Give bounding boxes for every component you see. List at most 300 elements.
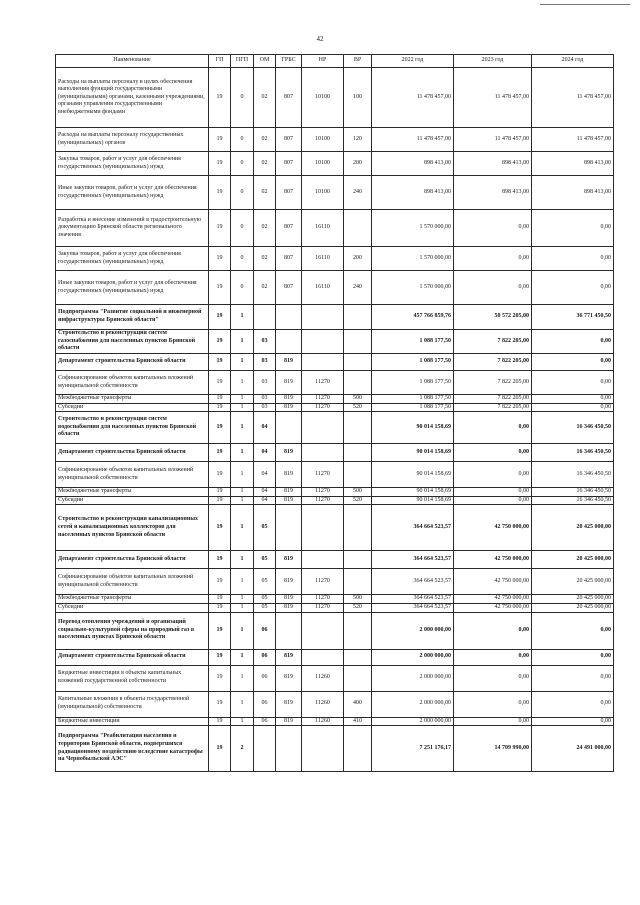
cell-gp: 19 (209, 371, 231, 395)
cell-gp: 19 (209, 726, 231, 772)
cell-vr: 520 (344, 496, 372, 505)
table-row (56, 247, 614, 271)
cell-y2024: 36 771 450,50 (532, 305, 614, 330)
cell-y2022: 364 664 523,57 (372, 551, 454, 569)
cell-y2022: 1 570 000,00 (372, 271, 454, 305)
cell-y2024: 11 478 457,00 (532, 128, 614, 152)
cell-pgp: 1 (231, 505, 254, 551)
cell-name: Строительство и реконструкция систем водоснабжения для населенных пунктов Брянской области (56, 412, 209, 444)
cell-vr (344, 444, 372, 462)
table-row (56, 612, 614, 649)
cell-grbs: 819 (276, 371, 302, 395)
cell-vr (344, 551, 372, 569)
cell-nr: 16110 (302, 210, 344, 247)
cell-y2024: 898 413,00 (532, 152, 614, 176)
cell-vr: 500 (344, 395, 372, 404)
cell-pgp: 1 (231, 412, 254, 444)
cell-vr: 520 (344, 403, 372, 412)
cell-om: 03 (254, 403, 276, 412)
cell-vr: 240 (344, 271, 372, 305)
cell-name: Субсидии (56, 496, 209, 505)
cell-y2024: 898 413,00 (532, 176, 614, 210)
cell-grbs: 819 (276, 354, 302, 371)
cell-y2022: 364 664 523,57 (372, 595, 454, 604)
cell-gp: 19 (209, 649, 231, 665)
cell-grbs: 819 (276, 595, 302, 604)
cell-gp: 19 (209, 247, 231, 271)
cell-y2024: 20 425 000,00 (532, 595, 614, 604)
cell-pgp: 1 (231, 488, 254, 497)
cell-nr: 11270 (302, 569, 344, 595)
cell-pgp: 1 (231, 665, 254, 691)
cell-y2023: 42 750 000,00 (454, 603, 532, 612)
cell-pgp: 1 (231, 595, 254, 604)
cell-gp: 19 (209, 717, 231, 726)
cell-pgp: 1 (231, 612, 254, 649)
cell-y2023: 0,00 (454, 247, 532, 271)
cell-grbs: 819 (276, 569, 302, 595)
table-row (56, 68, 614, 128)
cell-vr (344, 665, 372, 691)
cell-grbs: 819 (276, 462, 302, 488)
cell-grbs (276, 412, 302, 444)
cell-om: 05 (254, 551, 276, 569)
cell-grbs (276, 505, 302, 551)
cell-y2023: 0,00 (454, 210, 532, 247)
cell-name: Софинансирование объектов капитальных вложений муниципальной собственности (56, 371, 209, 395)
cell-name: Закупка товаров, работ и услуг для обеспечения государственных (муниципальных) нужд (56, 152, 209, 176)
table-row (56, 496, 614, 505)
cell-name: Подпрограмма "Реабилитация населения и территории Брянской области, подвергшихся радиационному воздействию вследствие катастрофы на Чернобыльской АЭС" (56, 726, 209, 772)
cell-y2024: 16 346 450,50 (532, 444, 614, 462)
cell-nr (302, 354, 344, 371)
cell-y2023: 42 750 000,00 (454, 569, 532, 595)
cell-y2022: 11 478 457,00 (372, 128, 454, 152)
cell-y2024: 24 491 000,00 (532, 726, 614, 772)
cell-gp: 19 (209, 403, 231, 412)
table-row (56, 403, 614, 412)
cell-pgp: 2 (231, 726, 254, 772)
header-grbs: ГРБС (276, 55, 302, 68)
cell-vr: 200 (344, 152, 372, 176)
cell-grbs: 819 (276, 603, 302, 612)
cell-nr: 11270 (302, 371, 344, 395)
cell-nr (302, 412, 344, 444)
header-gp: ГП (209, 55, 231, 68)
cell-gp: 19 (209, 412, 231, 444)
cell-y2024: 20 425 000,00 (532, 603, 614, 612)
cell-vr: 120 (344, 128, 372, 152)
cell-y2022: 457 766 859,76 (372, 305, 454, 330)
cell-pgp: 1 (231, 603, 254, 612)
cell-y2024: 0,00 (532, 649, 614, 665)
cell-vr: 400 (344, 691, 372, 717)
table-row (56, 691, 614, 717)
cell-nr: 10100 (302, 176, 344, 210)
table-row (56, 271, 614, 305)
cell-y2022: 1 088 177,50 (372, 371, 454, 395)
cell-y2023: 0,00 (454, 412, 532, 444)
cell-grbs: 807 (276, 271, 302, 305)
cell-y2024: 0,00 (532, 717, 614, 726)
cell-om: 03 (254, 371, 276, 395)
cell-pgp: 0 (231, 176, 254, 210)
cell-y2022: 364 664 523,57 (372, 569, 454, 595)
cell-om: 03 (254, 395, 276, 404)
table-row (56, 210, 614, 247)
cell-y2024: 0,00 (532, 210, 614, 247)
cell-gp: 19 (209, 595, 231, 604)
cell-y2023: 0,00 (454, 496, 532, 505)
cell-y2022: 7 251 176,17 (372, 726, 454, 772)
table-row (56, 488, 614, 497)
cell-y2024: 0,00 (532, 271, 614, 305)
page-number: 42 (316, 35, 324, 43)
cell-y2024: 16 346 450,50 (532, 412, 614, 444)
cell-y2023: 0,00 (454, 271, 532, 305)
cell-gp: 19 (209, 505, 231, 551)
cell-nr: 11270 (302, 496, 344, 505)
table-row (56, 505, 614, 551)
cell-gp: 19 (209, 354, 231, 371)
cell-y2022: 1 088 177,50 (372, 354, 454, 371)
cell-grbs (276, 305, 302, 330)
cell-pgp: 1 (231, 330, 254, 354)
cell-y2024: 20 425 000,00 (532, 569, 614, 595)
cell-om: 04 (254, 412, 276, 444)
cell-y2024: 0,00 (532, 395, 614, 404)
cell-name: Межбюджетные трансферты (56, 488, 209, 497)
cell-y2023: 14 709 990,00 (454, 726, 532, 772)
cell-y2023: 0,00 (454, 612, 532, 649)
cell-y2023: 0,00 (454, 691, 532, 717)
cell-nr: 16110 (302, 247, 344, 271)
cell-pgp: 1 (231, 717, 254, 726)
cell-y2023: 0,00 (454, 649, 532, 665)
cell-om: 05 (254, 569, 276, 595)
cell-nr: 11260 (302, 691, 344, 717)
cell-y2023: 898 413,00 (454, 152, 532, 176)
cell-gp: 19 (209, 462, 231, 488)
header-nr: НР (302, 55, 344, 68)
table-row (56, 330, 614, 354)
cell-om: 05 (254, 595, 276, 604)
cell-om: 04 (254, 444, 276, 462)
cell-y2024: 0,00 (532, 665, 614, 691)
cell-om: 02 (254, 128, 276, 152)
cell-name: Подпрограмма "Развитие социальной и инженерной инфраструктуры Брянской области" (56, 305, 209, 330)
cell-y2024: 20 425 000,00 (532, 505, 614, 551)
cell-grbs: 807 (276, 210, 302, 247)
cell-pgp: 1 (231, 691, 254, 717)
cell-grbs: 819 (276, 403, 302, 412)
cell-gp: 19 (209, 152, 231, 176)
cell-om (254, 305, 276, 330)
cell-gp: 19 (209, 496, 231, 505)
cell-name: Софинансирование объектов капитальных вложений муниципальной собственности (56, 569, 209, 595)
cell-grbs: 807 (276, 68, 302, 128)
cell-name: Бюджетные инвестиции в объекты капитальных вложений государственной собственности (56, 665, 209, 691)
cell-y2022: 90 014 158,69 (372, 412, 454, 444)
cell-om: 05 (254, 603, 276, 612)
cell-name: Межбюджетные трансферты (56, 395, 209, 404)
cell-name: Департамент строительства Брянской области (56, 551, 209, 569)
cell-y2023: 0,00 (454, 665, 532, 691)
cell-y2023: 11 478 457,00 (454, 68, 532, 128)
cell-grbs: 819 (276, 444, 302, 462)
cell-pgp: 1 (231, 403, 254, 412)
header-name: Наименование (56, 55, 209, 68)
cell-om: 04 (254, 496, 276, 505)
cell-vr (344, 462, 372, 488)
cell-y2024: 0,00 (532, 330, 614, 354)
cell-gp: 19 (209, 691, 231, 717)
cell-name: Расходы на выплаты персоналу в целях обеспечения выполнения функций государственными (муниципальными) органами, казенными учреждениями, органами управления государственными внебюджетными фондами (56, 68, 209, 128)
table-body (56, 68, 614, 772)
cell-y2024: 0,00 (532, 247, 614, 271)
cell-y2022: 90 014 158,69 (372, 496, 454, 505)
cell-y2022: 1 088 177,50 (372, 403, 454, 412)
cell-vr (344, 354, 372, 371)
cell-name: Межбюджетные трансферты (56, 595, 209, 604)
cell-name: Иные закупки товаров, работ и услуг для обеспечения государственных (муниципальных) нужд (56, 271, 209, 305)
cell-pgp: 1 (231, 551, 254, 569)
cell-om: 06 (254, 691, 276, 717)
cell-nr (302, 305, 344, 330)
cell-name: Бюджетные инвестиции (56, 717, 209, 726)
cell-y2023: 0,00 (454, 444, 532, 462)
cell-vr (344, 612, 372, 649)
cell-vr: 520 (344, 603, 372, 612)
header-vr: ВР (344, 55, 372, 68)
cell-nr: 10100 (302, 68, 344, 128)
cell-pgp: 1 (231, 462, 254, 488)
scan-edge-mark (540, 4, 630, 5)
cell-y2023: 7 822 205,00 (454, 371, 532, 395)
cell-nr: 11260 (302, 665, 344, 691)
cell-pgp: 0 (231, 152, 254, 176)
header-2022: 2022 год (372, 55, 454, 68)
cell-y2024: 16 346 450,50 (532, 462, 614, 488)
cell-vr: 410 (344, 717, 372, 726)
cell-om: 02 (254, 247, 276, 271)
cell-grbs: 819 (276, 488, 302, 497)
cell-grbs: 819 (276, 496, 302, 505)
cell-y2024: 0,00 (532, 354, 614, 371)
cell-name: Иные закупки товаров, работ и услуг для обеспечения государственных (муниципальных) нужд (56, 176, 209, 210)
cell-gp: 19 (209, 330, 231, 354)
cell-om (254, 726, 276, 772)
table-row (56, 649, 614, 665)
cell-name: Субсидии (56, 403, 209, 412)
cell-name: Департамент строительства Брянской области (56, 649, 209, 665)
cell-pgp: 0 (231, 210, 254, 247)
cell-y2023: 7 822 205,00 (454, 395, 532, 404)
table-row (56, 595, 614, 604)
cell-vr (344, 412, 372, 444)
cell-nr (302, 444, 344, 462)
table-row (56, 665, 614, 691)
cell-y2023: 42 750 000,00 (454, 551, 532, 569)
cell-gp: 19 (209, 603, 231, 612)
cell-grbs: 819 (276, 665, 302, 691)
cell-gp: 19 (209, 444, 231, 462)
cell-vr: 240 (344, 176, 372, 210)
cell-pgp: 1 (231, 569, 254, 595)
cell-pgp: 1 (231, 496, 254, 505)
cell-nr: 10100 (302, 128, 344, 152)
header-pgp: ПГП (231, 55, 254, 68)
cell-gp: 19 (209, 128, 231, 152)
cell-om: 04 (254, 488, 276, 497)
cell-name: Строительство и реконструкция канализационных сетей и канализационных коллекторов для населенных пунктов Брянской области (56, 505, 209, 551)
cell-om: 02 (254, 176, 276, 210)
cell-vr (344, 505, 372, 551)
cell-gp: 19 (209, 665, 231, 691)
cell-grbs: 819 (276, 551, 302, 569)
cell-pgp: 0 (231, 247, 254, 271)
cell-vr (344, 371, 372, 395)
cell-y2024: 16 346 450,50 (532, 488, 614, 497)
table-row (56, 305, 614, 330)
cell-pgp: 1 (231, 444, 254, 462)
cell-gp: 19 (209, 305, 231, 330)
cell-om: 06 (254, 612, 276, 649)
cell-gp: 19 (209, 551, 231, 569)
cell-y2023: 7 822 205,00 (454, 403, 532, 412)
table-row (56, 176, 614, 210)
table-row (56, 462, 614, 488)
cell-nr: 16110 (302, 271, 344, 305)
cell-name: Закупка товаров, работ и услуг для обеспечения государственных (муниципальных) нужд (56, 247, 209, 271)
cell-y2022: 90 014 158,69 (372, 444, 454, 462)
table-row (56, 551, 614, 569)
cell-y2023: 7 822 205,00 (454, 330, 532, 354)
cell-grbs: 807 (276, 152, 302, 176)
cell-name: Департамент строительства Брянской области (56, 444, 209, 462)
cell-y2022: 898 413,00 (372, 152, 454, 176)
table-row (56, 603, 614, 612)
cell-y2023: 42 750 000,00 (454, 595, 532, 604)
cell-gp: 19 (209, 68, 231, 128)
cell-name: Строительство и реконструкция систем газоснабжения для населенных пунктов Брянской области (56, 330, 209, 354)
cell-y2022: 2 000 000,00 (372, 612, 454, 649)
cell-vr (344, 649, 372, 665)
header-om: ОМ (254, 55, 276, 68)
cell-grbs (276, 330, 302, 354)
table-row (56, 569, 614, 595)
cell-nr (302, 612, 344, 649)
cell-name: Софинансирование объектов капитальных вложений муниципальной собственности (56, 462, 209, 488)
cell-y2022: 2 000 000,00 (372, 717, 454, 726)
cell-pgp: 0 (231, 68, 254, 128)
cell-nr: 11270 (302, 488, 344, 497)
cell-y2022: 90 014 158,69 (372, 462, 454, 488)
cell-name: Разработка и внесение изменений в градостроительную документацию Брянской области регионального значения (56, 210, 209, 247)
cell-y2022: 1 088 177,50 (372, 395, 454, 404)
cell-om: 04 (254, 462, 276, 488)
table-row (56, 128, 614, 152)
cell-pgp: 1 (231, 371, 254, 395)
table-row (56, 444, 614, 462)
cell-gp: 19 (209, 176, 231, 210)
cell-gp: 19 (209, 488, 231, 497)
cell-gp: 19 (209, 395, 231, 404)
cell-name: Капитальные вложения в объекты государственной (муниципальной) собственности (56, 691, 209, 717)
cell-y2022: 364 664 523,57 (372, 603, 454, 612)
table-row (56, 371, 614, 395)
cell-gp: 19 (209, 569, 231, 595)
cell-om: 06 (254, 665, 276, 691)
cell-y2023: 0,00 (454, 717, 532, 726)
cell-y2023: 898 413,00 (454, 176, 532, 210)
budget-table (55, 54, 614, 772)
cell-y2022: 364 664 523,57 (372, 505, 454, 551)
cell-pgp: 1 (231, 354, 254, 371)
cell-y2023: 50 572 205,00 (454, 305, 532, 330)
cell-vr (344, 305, 372, 330)
cell-nr: 10100 (302, 152, 344, 176)
cell-vr: 500 (344, 488, 372, 497)
cell-nr (302, 505, 344, 551)
cell-y2023: 0,00 (454, 462, 532, 488)
cell-gp: 19 (209, 210, 231, 247)
cell-nr: 11260 (302, 717, 344, 726)
cell-om: 05 (254, 505, 276, 551)
cell-grbs: 819 (276, 717, 302, 726)
cell-nr: 11270 (302, 603, 344, 612)
cell-name: Департамент строительства Брянской области (56, 354, 209, 371)
cell-y2024: 20 425 000,00 (532, 551, 614, 569)
cell-vr: 200 (344, 247, 372, 271)
cell-nr (302, 330, 344, 354)
cell-om: 02 (254, 210, 276, 247)
cell-y2022: 1 088 177,50 (372, 330, 454, 354)
cell-y2022: 2 000 000,00 (372, 649, 454, 665)
header-2023: 2023 год (454, 55, 532, 68)
cell-y2023: 0,00 (454, 488, 532, 497)
cell-om: 06 (254, 717, 276, 726)
cell-vr (344, 726, 372, 772)
cell-nr: 11270 (302, 395, 344, 404)
cell-om: 03 (254, 330, 276, 354)
cell-grbs: 819 (276, 395, 302, 404)
cell-y2022: 2 000 000,00 (372, 691, 454, 717)
cell-om: 02 (254, 271, 276, 305)
table-row (56, 726, 614, 772)
cell-pgp: 1 (231, 395, 254, 404)
cell-y2022: 1 570 000,00 (372, 247, 454, 271)
cell-om: 02 (254, 152, 276, 176)
cell-y2024: 16 346 450,50 (532, 496, 614, 505)
header-2024: 2024 год (532, 55, 614, 68)
cell-y2024: 0,00 (532, 371, 614, 395)
cell-grbs (276, 612, 302, 649)
cell-nr (302, 551, 344, 569)
table-row (56, 354, 614, 371)
cell-y2022: 90 014 158,69 (372, 488, 454, 497)
cell-y2022: 898 413,00 (372, 176, 454, 210)
cell-y2024: 0,00 (532, 612, 614, 649)
table-row (56, 395, 614, 404)
table-row (56, 717, 614, 726)
cell-y2023: 11 478 457,00 (454, 128, 532, 152)
cell-grbs (276, 726, 302, 772)
cell-y2024: 11 478 457,00 (532, 68, 614, 128)
cell-nr: 11270 (302, 403, 344, 412)
cell-pgp: 1 (231, 305, 254, 330)
cell-vr: 100 (344, 68, 372, 128)
